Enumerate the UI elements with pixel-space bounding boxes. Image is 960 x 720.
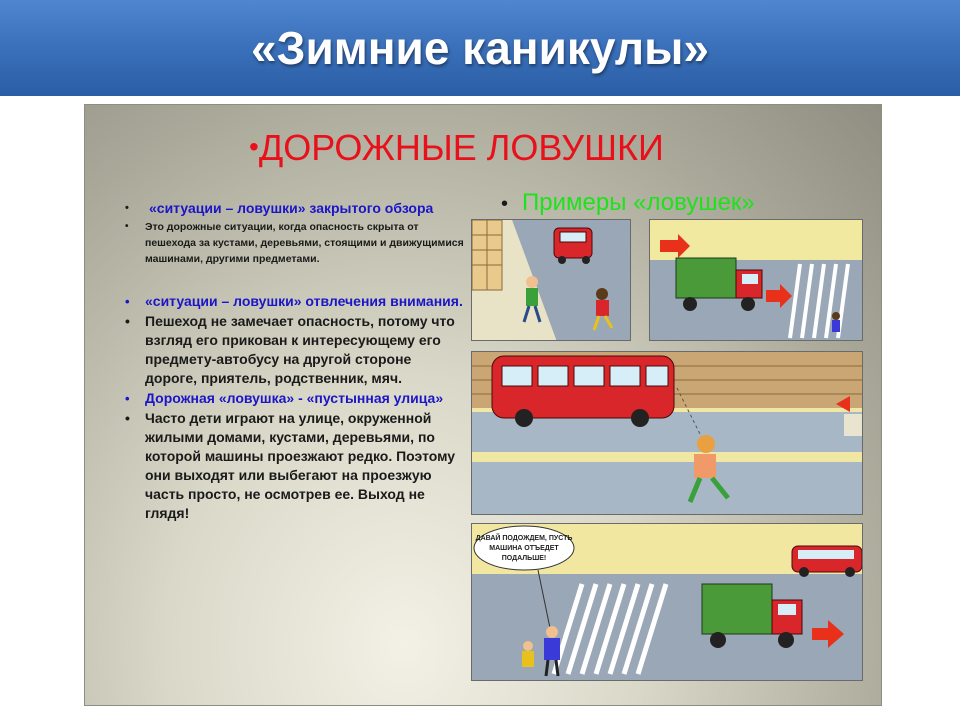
list-item	[115, 312, 465, 388]
speech-bubble-line-2: МАШИНА ОТЪЕДЕТ	[489, 545, 559, 552]
illustration-hidden-view	[471, 219, 631, 341]
speech-bubble-line-1: ДАВАЙ ПОДОЖДЕМ, ПУСТЬ	[475, 535, 573, 542]
panel-heading	[249, 127, 809, 169]
illustration-empty-street	[471, 523, 863, 681]
list-item-text: Это дорожные ситуации, когда опасность скрыта от пешехода за кустами, деревьями, стоящими и движущимися машинами, другими предметами.	[145, 221, 464, 265]
examples-heading	[501, 189, 755, 217]
panel-heading-text: ДОРОЖНЫЕ ЛОВУШКИ	[258, 127, 664, 168]
list-item-text: «ситуации – ловушки» отвлечения внимания.	[145, 293, 463, 309]
bullet-icon: •	[501, 193, 509, 215]
bullet-icon: •	[125, 221, 129, 232]
list-item-text: Пешеход не замечает опасность, потому что взгляд его прикован к интересующему его предмету-автобусу на другой стороне дороге, приятель, родственник, мяч.	[145, 313, 455, 386]
bullet-icon: •	[125, 294, 130, 309]
list-item	[115, 409, 465, 523]
illustration-truck-crossing	[649, 219, 863, 341]
text-column	[115, 199, 465, 523]
bullet-icon: •	[125, 202, 129, 214]
slide-title-bar	[0, 0, 960, 96]
list-item-text: Дорожная «ловушка» - «пустынная улица»	[145, 390, 444, 406]
list-item-text: Часто дети играют на улице, окруженной жилыми домами, кустами, деревьями, по которой машины проезжают редко. Поэтому они выходят или выбегают на проезжую часть просто, не осмотрев ее. Выход не глядя!	[145, 410, 456, 521]
list-item	[115, 389, 465, 408]
list-item	[115, 292, 465, 311]
bullet-icon: •	[125, 313, 130, 329]
heading-bullet-icon: •	[249, 131, 259, 162]
content-panel	[84, 104, 882, 706]
slide-title: «Зимние каникулы»	[251, 22, 709, 74]
illustration-bus-distraction	[471, 351, 863, 515]
list-item	[115, 219, 465, 267]
speech-bubble-line-3: ПОДАЛЬШЕ!	[501, 555, 547, 562]
examples-heading-text: Примеры «ловушек»	[522, 189, 755, 216]
list-item	[115, 199, 465, 218]
bullet-icon: •	[125, 391, 130, 406]
list-item-text: «ситуации – ловушки» закрытого обзора	[149, 200, 434, 216]
bullet-icon: •	[125, 410, 130, 426]
